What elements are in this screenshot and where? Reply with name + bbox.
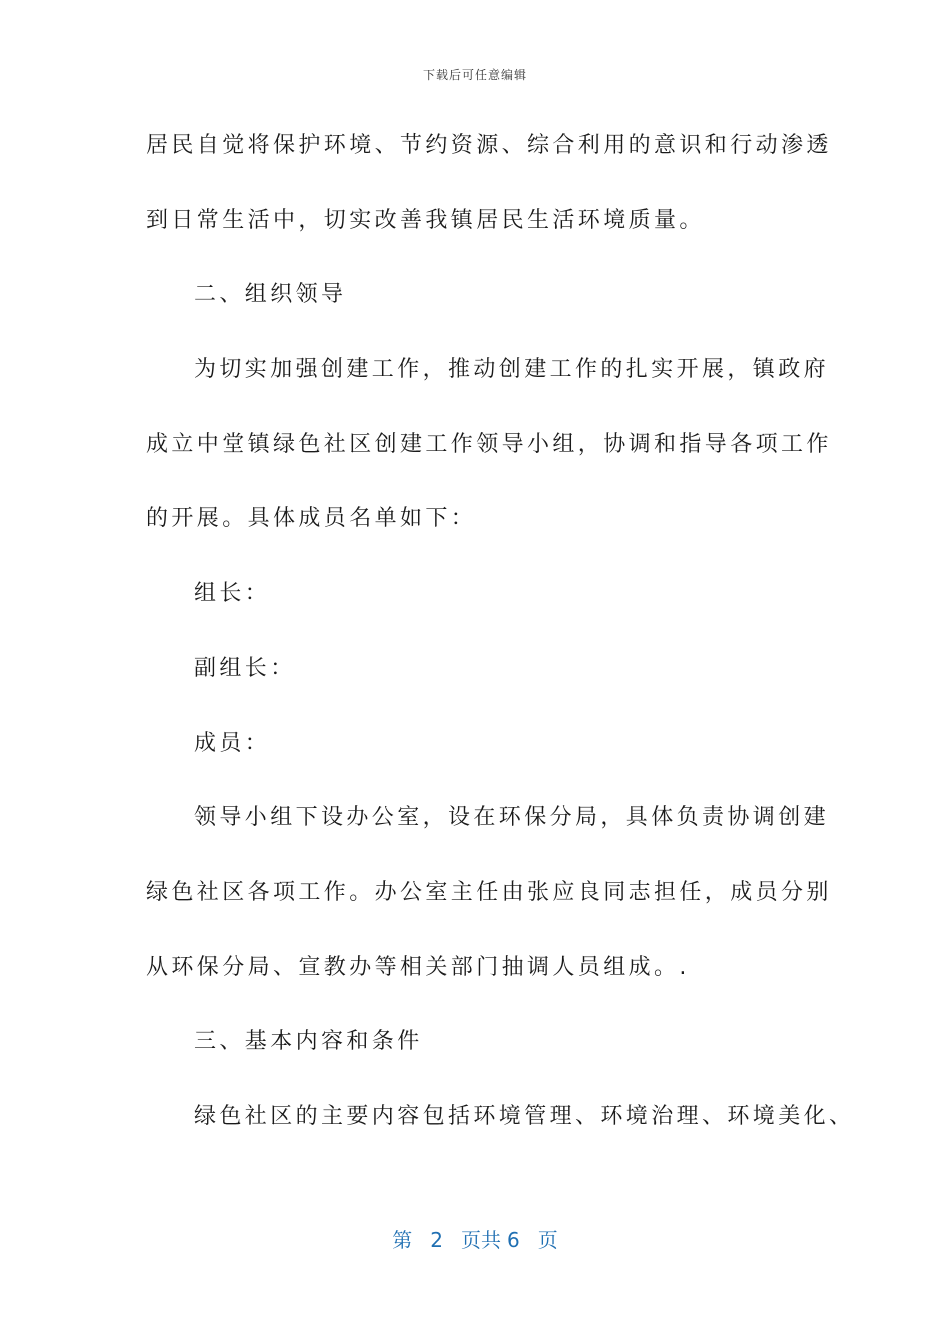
paragraph-line: 领导小组下设办公室，设在环保分局，具体负责协调创建	[194, 805, 830, 831]
page-header-note: 下载后可任意编辑	[422, 68, 527, 82]
member-label-leader: 组长：	[194, 581, 271, 607]
paragraph-line: 为切实加强创建工作，推动创建工作的扎实开展，镇政府	[194, 357, 830, 383]
footer-current-page: 2	[430, 1228, 443, 1252]
paragraph-line: 居民自觉将保护环境、节约资源、综合利用的意识和行动渗透	[146, 133, 832, 158]
section-heading: 三、基本内容和条件	[194, 1029, 423, 1055]
member-label-deputy: 副组长：	[194, 655, 296, 681]
footer-middle: 页共	[461, 1228, 501, 1252]
paragraph-line: 到日常生活中，切实改善我镇居民生活环境质量。	[146, 207, 705, 233]
member-label-members: 成员：	[194, 730, 271, 756]
footer-total-pages: 6	[507, 1228, 520, 1252]
paragraph-line: 从环保分局、宣教办等相关部门抽调人员组成。.	[146, 954, 690, 980]
page-number-footer	[0, 1224, 950, 1253]
document-body	[146, 120, 855, 1166]
paragraph-line: 的开展。具体成员名单如下：	[146, 506, 477, 532]
footer-prefix: 第	[392, 1228, 413, 1252]
footer-suffix: 页	[537, 1228, 558, 1252]
paragraph-line: 绿色社区各项工作。办公室主任由张应良同志担任，成员分别	[146, 879, 832, 905]
section-heading: 二、组织领导	[194, 282, 347, 308]
paragraph-line: 成立中堂镇绿色社区创建工作领导小组，协调和指导各项工作	[146, 431, 832, 457]
paragraph-line: 绿色社区的主要内容包括环境管理、环境治理、环境美化、	[194, 1103, 855, 1129]
